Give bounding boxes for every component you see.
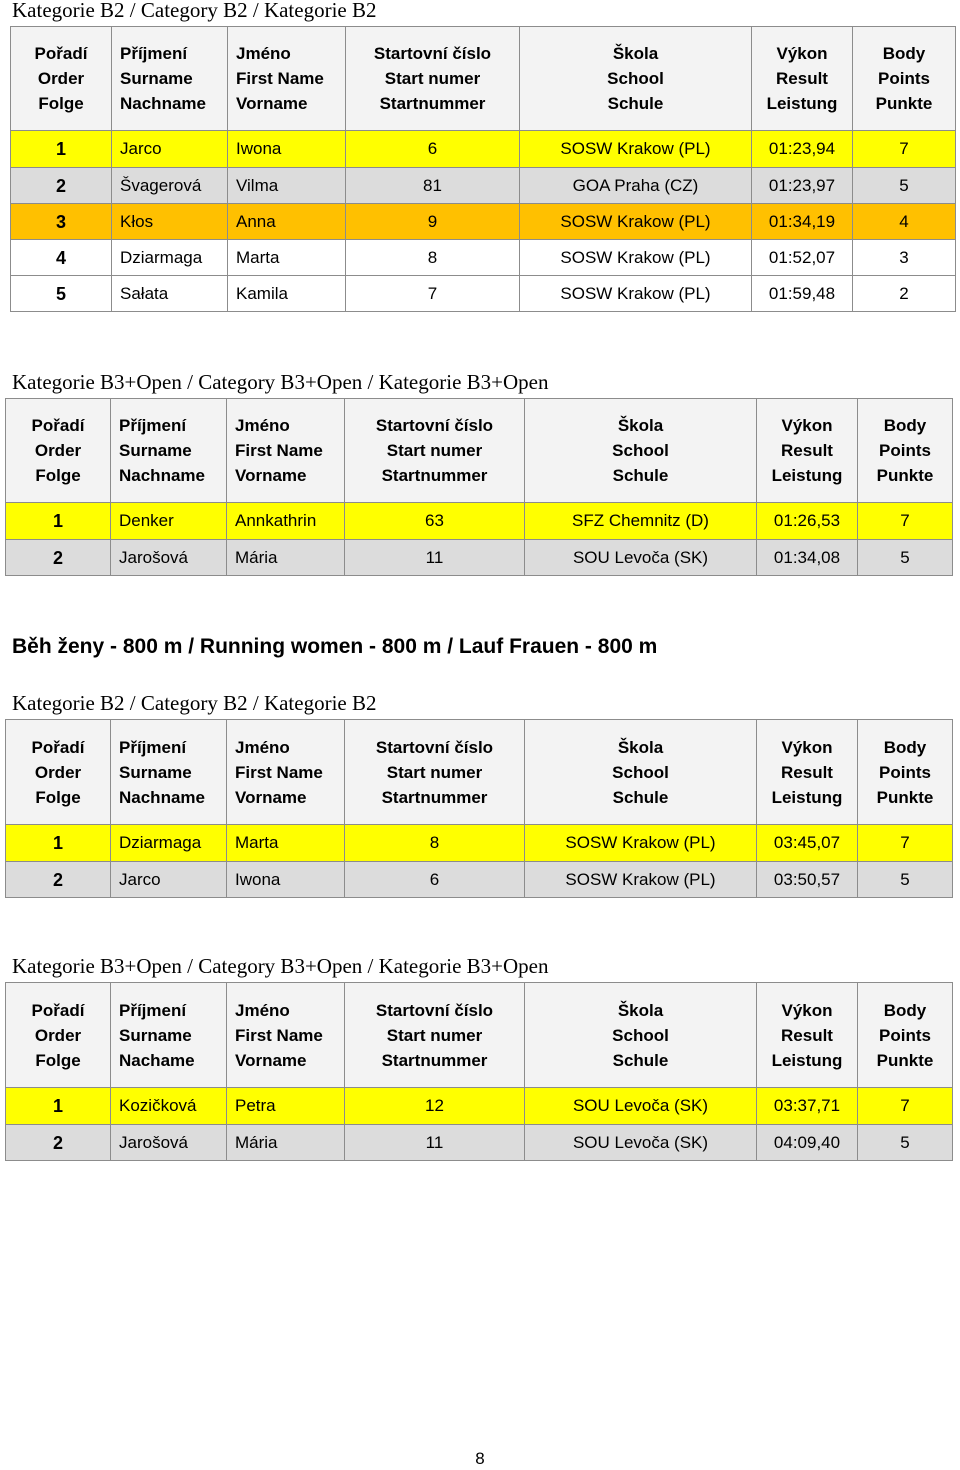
header-points: Body Points Punkte xyxy=(858,399,953,503)
header-start-number: Startovní číslo Start numer Startnummer xyxy=(345,983,525,1088)
header-points: Body Points Punkte xyxy=(858,720,953,825)
table-row xyxy=(6,540,953,576)
category-title-b3-open-800m: Kategorie B3+Open / Category B3+Open / Kategorie B3+Open xyxy=(12,954,549,978)
header-surname: Příjmení Surname Nachname xyxy=(112,27,228,131)
cell-first-name: Mária xyxy=(227,540,345,576)
header-start-number: Startovní číslo Start numer Startnummer xyxy=(345,720,525,825)
cell-school: SOSW Krakow (PL) xyxy=(520,131,752,168)
cell-first-name: Anna xyxy=(228,204,346,240)
table-row xyxy=(11,131,956,168)
cell-order: 2 xyxy=(11,168,112,204)
header-school: Škola School Schule xyxy=(520,27,752,131)
cell-result: 03:50,57 xyxy=(757,862,858,898)
cell-points: 2 xyxy=(853,276,956,312)
header-result: Výkon Result Leistung xyxy=(752,27,853,131)
cell-school: SOSW Krakow (PL) xyxy=(520,204,752,240)
cell-result: 01:23,94 xyxy=(752,131,853,168)
cell-school: SOSW Krakow (PL) xyxy=(525,862,757,898)
cell-result: 01:34,19 xyxy=(752,204,853,240)
cell-result: 01:34,08 xyxy=(757,540,858,576)
header-result: Výkon Result Leistung xyxy=(757,983,858,1088)
cell-start-number: 7 xyxy=(346,276,520,312)
event-title-800m: Běh ženy - 800 m / Running women - 800 m / Lauf Frauen - 800 m xyxy=(12,635,658,658)
table-row xyxy=(11,276,956,312)
table-row xyxy=(6,503,953,540)
cell-surname: Jarošová xyxy=(111,1125,227,1161)
header-result: Výkon Result Leistung xyxy=(757,399,858,503)
header-points: Body Points Punkte xyxy=(853,27,956,131)
results-table-b2-800m xyxy=(5,719,953,898)
cell-order: 1 xyxy=(11,131,112,168)
cell-first-name: Marta xyxy=(227,825,345,862)
cell-school: SOSW Krakow (PL) xyxy=(520,240,752,276)
header-first-name: Jméno First Name Vorname xyxy=(227,720,345,825)
cell-surname: Sałata xyxy=(112,276,228,312)
cell-points: 5 xyxy=(858,540,953,576)
cell-order: 1 xyxy=(6,503,111,540)
cell-points: 7 xyxy=(858,503,953,540)
cell-result: 01:52,07 xyxy=(752,240,853,276)
table-row xyxy=(6,825,953,862)
results-table-b3-open-800m xyxy=(5,982,953,1161)
cell-start-number: 12 xyxy=(345,1088,525,1125)
cell-points: 4 xyxy=(853,204,956,240)
header-surname: Příjmení Surname Nachname xyxy=(111,720,227,825)
cell-points: 7 xyxy=(853,131,956,168)
cell-surname: Jarco xyxy=(112,131,228,168)
header-start-number: Startovní číslo Start numer Startnummer xyxy=(345,399,525,503)
cell-school: SOSW Krakow (PL) xyxy=(525,825,757,862)
cell-start-number: 6 xyxy=(345,862,525,898)
header-order: Pořadí Order Folge xyxy=(6,983,111,1088)
cell-school: SOU Levoča (SK) xyxy=(525,1088,757,1125)
cell-points: 5 xyxy=(853,168,956,204)
header-first-name: Jméno First Name Vorname xyxy=(228,27,346,131)
header-order: Pořadí Order Folge xyxy=(6,399,111,503)
table-header-row xyxy=(6,399,953,503)
cell-surname: Kozičková xyxy=(111,1088,227,1125)
cell-result: 03:45,07 xyxy=(757,825,858,862)
page-number: 8 xyxy=(475,1449,485,1468)
cell-start-number: 63 xyxy=(345,503,525,540)
cell-start-number: 9 xyxy=(346,204,520,240)
cell-school: SOU Levoča (SK) xyxy=(525,540,757,576)
table-header-row xyxy=(6,983,953,1088)
category-title-b2-800m: Kategorie B2 / Category B2 / Kategorie B2 xyxy=(12,691,377,715)
cell-order: 1 xyxy=(6,825,111,862)
category-title-b3-open-200m: Kategorie B3+Open / Category B3+Open / Kategorie B3+Open xyxy=(12,370,549,394)
cell-surname: Dziarmaga xyxy=(112,240,228,276)
cell-start-number: 8 xyxy=(346,240,520,276)
cell-result: 03:37,71 xyxy=(757,1088,858,1125)
cell-points: 5 xyxy=(858,862,953,898)
cell-order: 2 xyxy=(6,1125,111,1161)
cell-points: 5 xyxy=(858,1125,953,1161)
cell-school: SFZ Chemnitz (D) xyxy=(525,503,757,540)
category-title-b2-200m: Kategorie B2 / Category B2 / Kategorie B2 xyxy=(12,0,377,22)
cell-surname: Dziarmaga xyxy=(111,825,227,862)
cell-result: 04:09,40 xyxy=(757,1125,858,1161)
cell-first-name: Annkathrin xyxy=(227,503,345,540)
cell-first-name: Vilma xyxy=(228,168,346,204)
header-points: Body Points Punkte xyxy=(858,983,953,1088)
table-row xyxy=(6,1125,953,1161)
cell-first-name: Petra xyxy=(227,1088,345,1125)
cell-order: 5 xyxy=(11,276,112,312)
header-start-number: Startovní číslo Start numer Startnummer xyxy=(346,27,520,131)
cell-surname: Denker xyxy=(111,503,227,540)
cell-order: 4 xyxy=(11,240,112,276)
cell-school: SOU Levoča (SK) xyxy=(525,1125,757,1161)
cell-first-name: Kamila xyxy=(228,276,346,312)
cell-surname: Jarošová xyxy=(111,540,227,576)
table-row xyxy=(6,862,953,898)
header-order: Pořadí Order Folge xyxy=(11,27,112,131)
cell-first-name: Marta xyxy=(228,240,346,276)
cell-first-name: Iwona xyxy=(228,131,346,168)
header-school: Škola School Schule xyxy=(525,983,757,1088)
header-surname: Příjmení Surname Nachame xyxy=(111,983,227,1088)
cell-order: 3 xyxy=(11,204,112,240)
cell-points: 7 xyxy=(858,825,953,862)
cell-first-name: Iwona xyxy=(227,862,345,898)
header-result: Výkon Result Leistung xyxy=(757,720,858,825)
cell-surname: Švagerová xyxy=(112,168,228,204)
cell-result: 01:59,48 xyxy=(752,276,853,312)
header-surname: Příjmení Surname Nachname xyxy=(111,399,227,503)
cell-start-number: 11 xyxy=(345,540,525,576)
header-first-name: Jméno First Name Vorname xyxy=(227,983,345,1088)
cell-surname: Jarco xyxy=(111,862,227,898)
table-header-row xyxy=(11,27,956,131)
cell-start-number: 11 xyxy=(345,1125,525,1161)
cell-result: 01:23,97 xyxy=(752,168,853,204)
cell-order: 2 xyxy=(6,862,111,898)
cell-points: 7 xyxy=(858,1088,953,1125)
cell-start-number: 81 xyxy=(346,168,520,204)
cell-result: 01:26,53 xyxy=(757,503,858,540)
cell-points: 3 xyxy=(853,240,956,276)
header-school: Škola School Schule xyxy=(525,399,757,503)
header-school: Škola School Schule xyxy=(525,720,757,825)
table-header-row xyxy=(6,720,953,825)
header-first-name: Jméno First Name Vorname xyxy=(227,399,345,503)
table-row xyxy=(11,240,956,276)
cell-order: 2 xyxy=(6,540,111,576)
header-order: Pořadí Order Folge xyxy=(6,720,111,825)
cell-start-number: 6 xyxy=(346,131,520,168)
cell-start-number: 8 xyxy=(345,825,525,862)
results-table-b3-open-200m xyxy=(5,398,953,576)
results-table-b2-200m xyxy=(10,26,956,312)
cell-first-name: Mária xyxy=(227,1125,345,1161)
cell-school: SOSW Krakow (PL) xyxy=(520,276,752,312)
cell-surname: Kłos xyxy=(112,204,228,240)
table-row xyxy=(11,168,956,204)
table-row xyxy=(11,204,956,240)
table-row xyxy=(6,1088,953,1125)
cell-school: GOA Praha (CZ) xyxy=(520,168,752,204)
cell-order: 1 xyxy=(6,1088,111,1125)
